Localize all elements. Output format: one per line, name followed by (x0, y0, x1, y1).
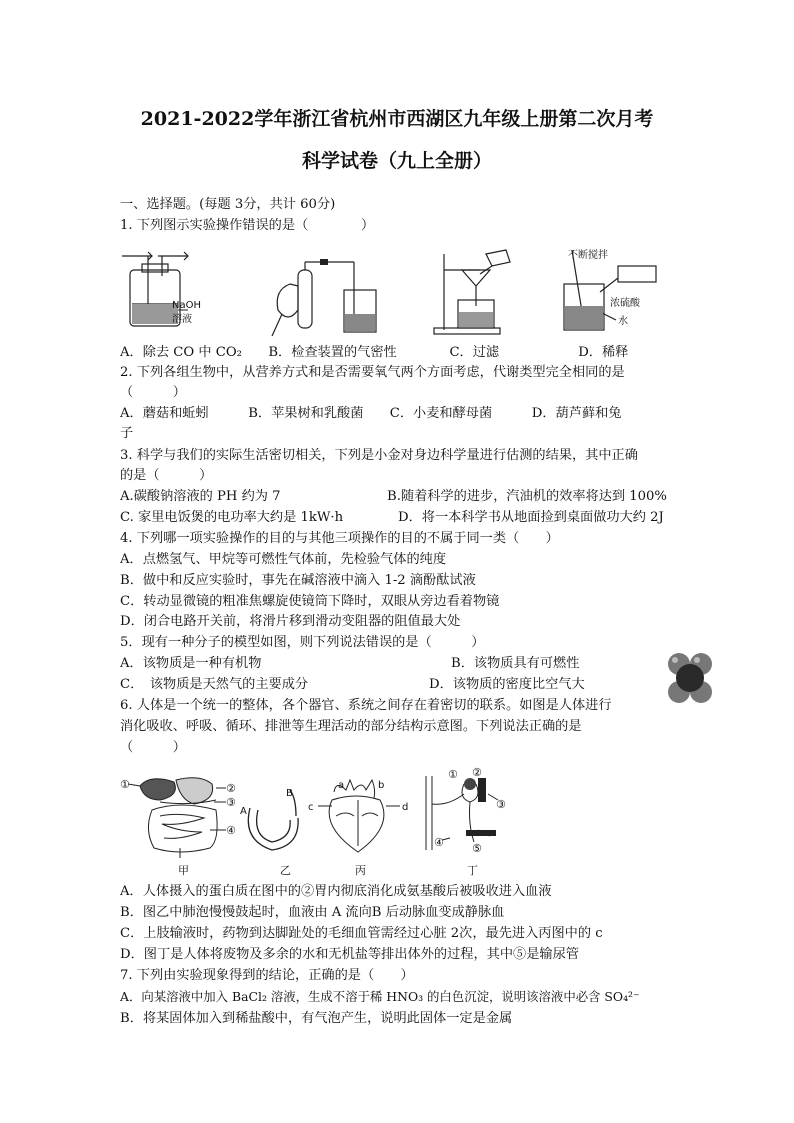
mark-a: a (338, 780, 345, 791)
q6-figure-digestive-system (120, 770, 250, 860)
q2-blank: （ ） (120, 385, 186, 400)
q7-option-b: B．将某固体加入到稀盐酸中，有气泡产生，说明此固体一定是金属 (120, 1011, 513, 1026)
q6-option-d: D．图丁是人体将废物及多余的水和无机盐等排出体外的过程，其中⑤是输尿管 (120, 947, 579, 962)
page-subtitle: 科学试卷（九上全册） (301, 150, 492, 172)
q3-option-a: A.碳酸钠溶液的 PH 约为 7 (120, 489, 281, 504)
acid-label: 浓硫酸 (610, 298, 640, 309)
q2-stem: 2. 下列各组生物中，从营养方式和是否需要氧气两个方面考虑，代谢类型完全相同的是 (120, 365, 625, 380)
q3-option-b: B.随着科学的进步，汽油机的效率将达到 100% (387, 489, 667, 504)
fig-caption-ding: 丁 (467, 864, 478, 877)
mark-d: d (402, 802, 409, 813)
q6-figure-kidney (418, 764, 518, 860)
mark-B: B (286, 788, 293, 799)
kidney-mark-5: ⑤ (472, 842, 482, 855)
q4-stem: 4. 下列哪一项实验操作的目的与其他三项操作的目的不属于同一类（ ） (120, 531, 559, 546)
mark-4: ④ (226, 824, 236, 837)
q4-option-b: B．做中和反应实验时，事先在碱溶液中滴入 1-2 滴酚酞试液 (120, 573, 476, 588)
q3-stem: 3. 科学与我们的实际生活密切相关，下列是小金对身边科学量进行估测的结果，其中正确 (120, 448, 638, 463)
q7-option-a: A．向某溶液中加入 BaCl₂ 溶液，生成不溶于稀 HNO₃ 的白色沉淀，说明该溶液中必含 SO₄²⁻ (120, 989, 640, 1004)
q1-figure-filtration (430, 244, 540, 338)
mark-1: ① (120, 778, 130, 791)
q4-option-a: A．点燃氢气、甲烷等可燃性气体前，先检验气体的纯度 (120, 552, 447, 567)
q5-stem: 5．现有一种分子的模型如图，则下列说法错误的是（ ） (120, 635, 485, 650)
q6-stem-wrap: 消化吸收、呼吸、循环、排泄等生理活动的部分结构示意图。下列说法正确的是 (120, 719, 582, 734)
molecule-model-image (655, 650, 725, 706)
kidney-mark-1: ① (448, 768, 458, 781)
q6-figure-heart (306, 776, 414, 858)
fig-caption-yi: 乙 (280, 864, 291, 877)
section-heading: 一、选择题。(每题 3分，共计 60分) (120, 197, 336, 212)
q3-stem-wrap: 的是（ ） (120, 468, 213, 483)
q5-option-a: A．该物质是一种有机物 (120, 656, 262, 671)
q2-options-wrap: 子 (120, 426, 134, 441)
q1-stem: 1. 下列图示实验操作错误的是（ ） (120, 218, 375, 233)
q3-option-c: C. 家里电饭煲的电功率大约是 1kW·h (120, 510, 344, 525)
water-label: 水 (618, 316, 628, 327)
q1-figure-dilution (556, 248, 666, 338)
mark-c: c (308, 802, 314, 813)
q7-stem: 7. 下列由实验现象得到的结论，正确的是（ ） (120, 968, 414, 983)
mark-b: b (378, 780, 385, 791)
q5-option-d: D．该物质的密度比空气大 (429, 677, 585, 692)
kidney-mark-4: ④ (434, 836, 444, 849)
q3-option-d: D．将一本科学书从地面捡到桌面做功大约 2J (398, 510, 664, 525)
q5-option-b: B．该物质具有可燃性 (451, 656, 580, 671)
q4-option-d: D．闭合电路开关前，将滑片移到滑动变阻器的阻值最大处 (120, 614, 461, 629)
q6-option-a: A．人体摄入的蛋白质在图中的②胃内彻底消化成氨基酸后被吸收进入血液 (120, 884, 552, 899)
q1-figure-gas-washing (118, 246, 228, 338)
stir-label: 不断搅拌 (568, 250, 608, 261)
q1-figure-airtightness (268, 250, 388, 338)
kidney-mark-3: ③ (496, 798, 506, 811)
q5-option-c: C． 该物质是天然气的主要成分 (120, 677, 309, 692)
fig-caption-bing: 丙 (355, 864, 366, 877)
q6-figure-alveolus (238, 784, 308, 856)
mark-A: A (240, 806, 247, 817)
q6-option-b: B．图乙中肺泡慢慢鼓起时，血液由 A 流向B 后动脉血变成静脉血 (120, 905, 505, 920)
naoh-label: NaOH (172, 300, 201, 311)
q6-stem: 6. 人体是一个统一的整体，各个器官、系统之间存在着密切的联系。如图是人体进行 (120, 698, 612, 713)
q2-options: A．蘑菇和蚯蚓 B．苹果树和乳酸菌 C．小麦和酵母菌 D．葫芦藓和兔 (120, 406, 622, 421)
q1-options: A．除去 CO 中 CO₂ B．检查装置的气密性 C．过滤 D．稀释 (120, 345, 629, 360)
page-title: 2021-2022学年浙江省杭州市西湖区九年级上册第二次月考 (140, 108, 654, 130)
q4-option-c: C．转动显微镜的粗准焦螺旋使镜筒下降时，双眼从旁边看着物镜 (120, 594, 500, 609)
mark-3: ③ (226, 796, 236, 809)
kidney-mark-2: ② (472, 766, 482, 779)
mark-2: ② (226, 782, 236, 795)
fig-caption-jia: 甲 (178, 864, 189, 877)
q6-option-c: C．上肢输液时，药物到达脚趾处的毛细血管需经过心脏 2次，最先进入丙图中的 c (120, 926, 603, 941)
solution-label: 溶液 (172, 314, 192, 325)
q6-blank: （ ） (120, 740, 186, 755)
